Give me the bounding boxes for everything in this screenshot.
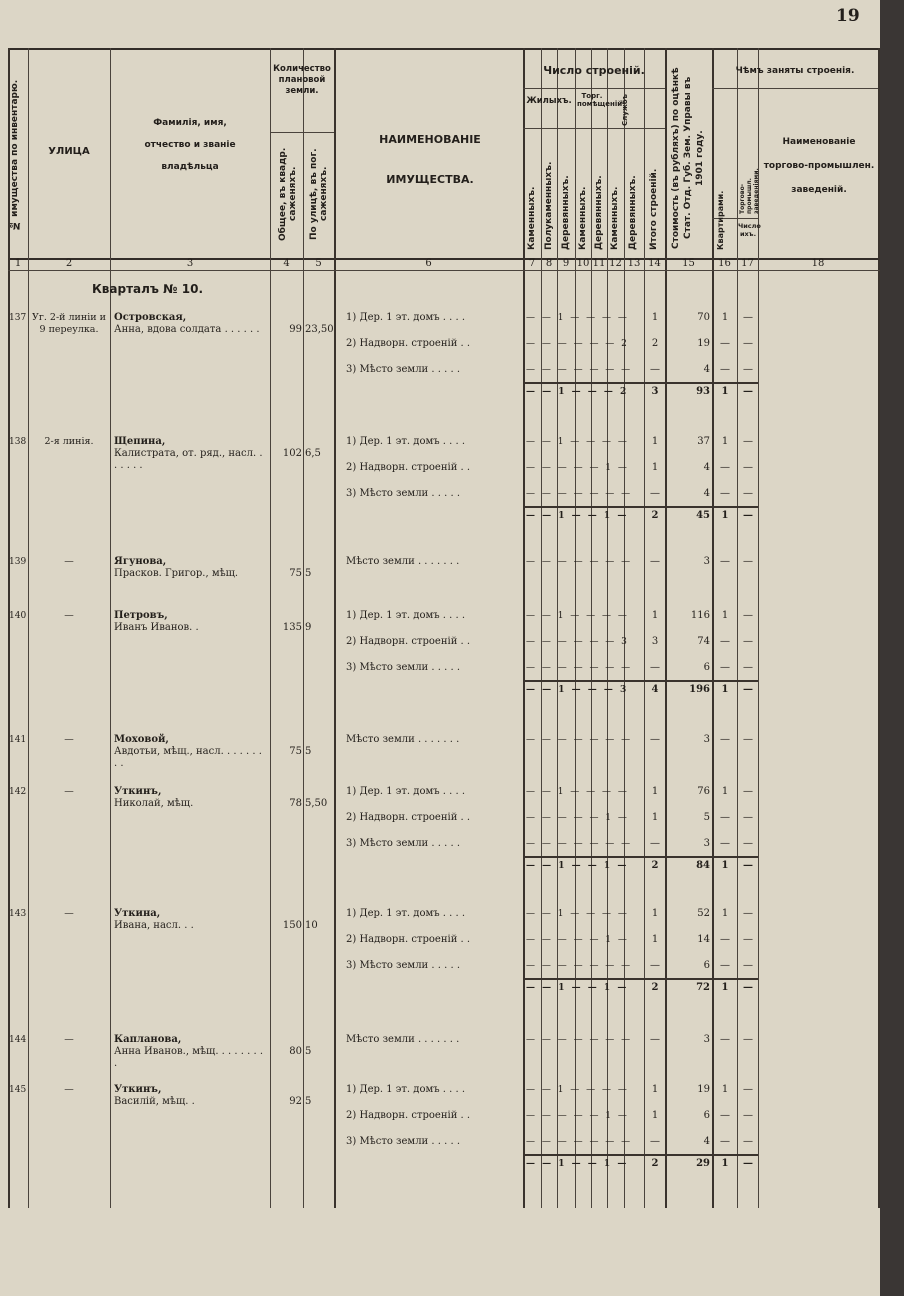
col-number: 14 <box>648 258 661 269</box>
property-value: 116 <box>690 610 710 621</box>
land-area: 102 <box>282 448 302 459</box>
property-item: 3) Мѣсто земли . . . . . <box>346 364 460 375</box>
owner-details: Ивана, насл. . . <box>114 920 194 931</box>
property-item: 2) Надворн. строеній . . <box>346 462 471 473</box>
property-value: 4 <box>703 1136 710 1147</box>
col-number: 12 <box>609 258 622 269</box>
land-area: 75 <box>289 568 302 579</box>
property-item: 1) Дер. 1 эт. домъ . . . . <box>346 1084 466 1095</box>
sum-apartments: 1 <box>721 860 729 871</box>
property-item: 3) Мѣсто земли . . . . . <box>346 662 460 673</box>
apartments-count: — <box>720 1136 730 1147</box>
property-item: 1) Дер. 1 эт. домъ . . . . <box>346 610 466 621</box>
property-value: 4 <box>703 462 710 473</box>
trade-count: — <box>743 908 753 919</box>
building-counts: — — 1 — — — — <box>526 909 629 919</box>
total-buildings: — <box>650 1034 660 1045</box>
building-counts: — — 1 — — — — <box>526 437 629 447</box>
col-number: 3 <box>186 258 194 269</box>
header-trade-name: Наименованіе торгово-промышлен. заведеній. <box>763 137 875 195</box>
header-apartments: Квартирами. <box>716 190 725 250</box>
sum-total-buildings: 2 <box>651 860 659 871</box>
owner-details: Прасков. Григор., мѣщ. <box>114 568 239 579</box>
building-counts: — — — — — — — <box>526 557 633 567</box>
header-value: Стоимость (въ рубляхъ) по оцѣнкѣ Стат. Отд. Губ. Зем. Управы въ 1901 году. <box>671 67 705 249</box>
building-counts: — — — — — — 2 <box>526 339 629 349</box>
property-value: 37 <box>697 436 710 447</box>
sum-total-buildings: 2 <box>651 982 659 993</box>
grid-line <box>270 132 334 133</box>
building-counts: — — 1 — — — — <box>526 787 629 797</box>
sum-line <box>523 506 758 508</box>
building-counts: — — — — — — — <box>526 839 633 849</box>
header-service: Службъ <box>621 94 629 126</box>
grid-line <box>110 48 111 1208</box>
col-number: 8 <box>545 258 553 269</box>
total-buildings: 1 <box>651 1110 659 1121</box>
header-trade: Торг. помѣщеній <box>577 92 623 108</box>
apartments-count: — <box>720 960 730 971</box>
grid-line <box>712 88 878 89</box>
col-number: 11 <box>592 258 606 269</box>
col-number: 17 <box>741 258 754 269</box>
apartments-count: 1 <box>721 610 729 621</box>
sum-apartments: 1 <box>721 510 729 521</box>
sum-apartments: 1 <box>721 386 729 397</box>
grid-line <box>644 48 645 1208</box>
trade-count: — <box>743 786 753 797</box>
trade-count: — <box>743 1110 753 1121</box>
land-area: 150 <box>282 920 302 931</box>
property-item: 1) Дер. 1 эт. домъ . . . . <box>346 436 466 447</box>
building-counts: — — — — — — — <box>526 1137 633 1147</box>
apartments-count: 1 <box>721 312 729 323</box>
inventory-number: 145 <box>9 1085 27 1095</box>
trade-count: — <box>743 462 753 473</box>
owner-surname: Уткинъ, <box>114 1084 162 1095</box>
sum-value: 93 <box>696 386 710 397</box>
inventory-number: 142 <box>9 787 27 797</box>
col-number: 13 <box>627 258 641 269</box>
header-street: УЛИЦА <box>48 146 90 157</box>
inventory-number: 143 <box>9 909 27 919</box>
col-number: 6 <box>425 258 432 269</box>
property-value: 3 <box>703 556 710 567</box>
apartments-count: — <box>720 934 730 945</box>
sum-total-buildings: 2 <box>651 1158 659 1169</box>
grid-line <box>270 48 271 1208</box>
sum-apartments: 1 <box>721 982 729 993</box>
trade-count: — <box>743 436 753 447</box>
land-front: 23,50 <box>305 324 334 335</box>
owner-surname: Ягунова, <box>114 556 167 567</box>
trade-count: — <box>743 338 753 349</box>
sum-line <box>523 382 758 384</box>
grid-line <box>28 48 29 1208</box>
col-number: 7 <box>528 258 536 269</box>
inventory-number: 137 <box>9 313 27 323</box>
property-value: 6 <box>703 662 710 673</box>
building-counts: — — — — — — — <box>526 489 633 499</box>
building-counts: — — — — — — — <box>526 365 633 375</box>
property-item: 2) Надворн. строеній . . <box>346 1110 471 1121</box>
land-front: 5,50 <box>305 798 328 809</box>
sum-trade: — <box>743 982 753 993</box>
header-wooden-1: Деревянныхъ. <box>561 175 571 250</box>
col-number: 10 <box>576 258 590 269</box>
inventory-number: 144 <box>9 1035 27 1045</box>
col-number: 5 <box>315 258 322 269</box>
total-buildings: 1 <box>651 1084 659 1095</box>
property-item: Мѣсто земли . . . . . . . <box>346 734 460 745</box>
sum-building-counts: — — 1 — — — 3 <box>526 685 629 695</box>
sum-total-buildings: 2 <box>651 510 659 521</box>
property-item: 1) Дер. 1 эт. домъ . . . . <box>346 908 466 919</box>
trade-count: — <box>743 1136 753 1147</box>
grid-line <box>523 88 665 89</box>
owner-surname: Петровъ, <box>114 610 168 621</box>
sum-line <box>523 680 758 682</box>
sum-value: 196 <box>689 684 710 695</box>
inventory-number: 138 <box>9 437 27 447</box>
owner-surname: Уткинъ, <box>114 786 162 797</box>
header-property: НАИМЕНОВАНІЕ ИМУЩЕСТВА. <box>379 133 481 186</box>
trade-count: — <box>743 610 753 621</box>
street-name: Уг. 2-й линіи и 9 переулка. <box>32 312 106 335</box>
header-total-buildings: Итого строеній. <box>649 168 659 250</box>
building-counts: — — — — — 1 — <box>526 935 629 945</box>
property-value: 3 <box>703 734 710 745</box>
land-front: 10 <box>305 920 318 931</box>
header-land-total: Общее, въ квадр. саженяхъ. <box>278 147 298 241</box>
owner-details: Василій, мѣщ. . <box>114 1096 195 1107</box>
header-usage: Чѣмъ заняты строенія. <box>735 66 855 76</box>
col-number: 16 <box>718 258 731 269</box>
header-wooden-3: Деревянныхъ. <box>628 175 638 250</box>
sum-line <box>523 978 758 980</box>
total-buildings: 3 <box>651 636 659 647</box>
header-halfstone: Полукаменныхъ. <box>544 161 554 250</box>
property-value: 19 <box>697 1084 710 1095</box>
header-living: Жилыхъ. <box>526 96 572 106</box>
owner-details: Анна Иванов., мѣщ. . . . . . . . . <box>114 1046 263 1069</box>
owner-details: Калистрата, от. ряд., насл. . . . . . . <box>114 448 263 471</box>
trade-count: — <box>743 488 753 499</box>
building-counts: — — — — — — — <box>526 1035 633 1045</box>
owner-surname: Капланова, <box>114 1034 182 1045</box>
total-buildings: — <box>650 556 660 567</box>
total-buildings: 1 <box>651 908 659 919</box>
trade-count: — <box>743 734 753 745</box>
trade-count: — <box>743 636 753 647</box>
inventory-number: 141 <box>9 735 27 745</box>
quarter-title: Кварталъ № 10. <box>92 282 203 296</box>
property-value: 76 <box>697 786 710 797</box>
total-buildings: — <box>650 734 660 745</box>
total-buildings: 1 <box>651 462 659 473</box>
sum-value: 84 <box>696 860 710 871</box>
trade-count: — <box>743 960 753 971</box>
trade-count: — <box>743 662 753 673</box>
property-value: 74 <box>697 636 710 647</box>
owner-surname: Щепина, <box>114 436 166 447</box>
apartments-count: — <box>720 1034 730 1045</box>
total-buildings: 1 <box>651 610 659 621</box>
land-area: 135 <box>282 622 302 633</box>
property-value: 52 <box>697 908 710 919</box>
total-buildings: — <box>650 960 660 971</box>
inventory-number: 139 <box>9 557 27 567</box>
total-buildings: — <box>650 838 660 849</box>
apartments-count: — <box>720 838 730 849</box>
building-counts: — — — — — — — <box>526 735 633 745</box>
sum-value: 45 <box>696 510 710 521</box>
building-counts: — — — — — 1 — <box>526 813 629 823</box>
property-value: 19 <box>697 338 710 349</box>
header-stone-3: Каменныхъ. <box>610 186 620 250</box>
building-counts: — — — — — — 3 <box>526 637 629 647</box>
land-area: 80 <box>289 1046 302 1057</box>
grid-line <box>303 48 304 1208</box>
property-item: Мѣсто земли . . . . . . . <box>346 1034 460 1045</box>
header-wooden-2: Деревянныхъ. <box>594 175 604 250</box>
apartments-count: 1 <box>721 1084 729 1095</box>
land-area: 92 <box>289 1096 302 1107</box>
owner-surname: Моховой, <box>114 734 169 745</box>
grid-line <box>334 48 336 1208</box>
owner-details: Иванъ Иванов. . <box>114 622 199 633</box>
land-area: 78 <box>289 798 302 809</box>
total-buildings: 1 <box>651 934 659 945</box>
property-value: 3 <box>703 1034 710 1045</box>
total-buildings: — <box>650 488 660 499</box>
property-value: 70 <box>697 312 710 323</box>
sum-line <box>523 1154 758 1156</box>
col-number: 1 <box>14 258 22 269</box>
street-name: — <box>64 610 74 621</box>
property-item: 3) Мѣсто земли . . . . . <box>346 1136 460 1147</box>
trade-count: — <box>743 312 753 323</box>
land-front: 5 <box>305 1096 312 1107</box>
owner-surname: Островская, <box>114 312 187 323</box>
sum-building-counts: — — 1 — — 1 — <box>526 861 629 871</box>
sum-total-buildings: 3 <box>651 386 659 397</box>
sum-value: 72 <box>696 982 710 993</box>
apartments-count: — <box>720 662 730 673</box>
apartments-count: — <box>720 556 730 567</box>
building-counts: — — 1 — — — — <box>526 611 629 621</box>
building-counts: — — 1 — — — — <box>526 1085 629 1095</box>
header-stone-1: Каменныхъ. <box>527 186 537 250</box>
sum-trade: — <box>743 510 753 521</box>
property-value: 4 <box>703 364 710 375</box>
apartments-count: 1 <box>721 786 729 797</box>
inventory-number: 140 <box>9 611 27 621</box>
col-number: 4 <box>283 258 290 269</box>
owner-details: Николай, мѣщ. <box>114 798 194 809</box>
header-stone-2: Каменныхъ. <box>578 186 588 250</box>
owner-details: Анна, вдова солдата . . . . . . <box>114 324 260 335</box>
property-value: 14 <box>697 934 710 945</box>
building-counts: — — — — — — — <box>526 663 633 673</box>
street-name: — <box>64 556 74 567</box>
sum-building-counts: — — 1 — — 1 — <box>526 511 629 521</box>
property-item: 3) Мѣсто земли . . . . . <box>346 838 460 849</box>
trade-count: — <box>743 812 753 823</box>
header-inventory-number: № имущества по инвентарю. <box>10 79 20 231</box>
apartments-count: 1 <box>721 436 729 447</box>
apartments-count: — <box>720 462 730 473</box>
header-count: Число ихъ. <box>738 222 761 238</box>
trade-count: — <box>743 556 753 567</box>
street-name: — <box>64 786 74 797</box>
land-front: 9 <box>305 622 312 633</box>
property-value: 3 <box>703 838 710 849</box>
street-name: — <box>64 1084 74 1095</box>
property-value: 4 <box>703 488 710 499</box>
property-item: 3) Мѣсто земли . . . . . <box>346 960 460 971</box>
sum-value: 29 <box>696 1158 710 1169</box>
col-number: 18 <box>811 258 825 269</box>
land-area: 75 <box>289 746 302 757</box>
trade-count: — <box>743 838 753 849</box>
owner-details: Авдотьи, мѣщ., насл. . . . . . . . . <box>114 746 262 769</box>
col-number: 9 <box>562 258 570 269</box>
sum-apartments: 1 <box>721 1158 729 1169</box>
total-buildings: 1 <box>651 436 659 447</box>
total-buildings: 2 <box>651 338 659 349</box>
land-area: 99 <box>289 324 302 335</box>
total-buildings: — <box>650 364 660 375</box>
apartments-count: — <box>720 488 730 499</box>
header-trade-est: Торгово-промышл. заведеніями. <box>739 168 760 214</box>
apartments-count: — <box>720 338 730 349</box>
apartments-count: — <box>720 364 730 375</box>
land-front: 5 <box>305 746 312 757</box>
header-land: Количество плановой земли. <box>273 64 331 96</box>
building-counts: — — — — — 1 — <box>526 1111 629 1121</box>
property-value: 5 <box>703 812 710 823</box>
apartments-count: 1 <box>721 908 729 919</box>
grid-line <box>523 128 665 129</box>
header-land-street: По улицѣ, въ пог. саженяхъ. <box>309 148 329 240</box>
property-item: Мѣсто земли . . . . . . . <box>346 556 460 567</box>
street-name: — <box>64 908 74 919</box>
sum-building-counts: — — 1 — — 1 — <box>526 983 629 993</box>
sum-trade: — <box>743 860 753 871</box>
trade-count: — <box>743 1034 753 1045</box>
grid-line <box>878 48 880 1208</box>
property-value: 6 <box>703 1110 710 1121</box>
sum-trade: — <box>743 684 753 695</box>
page-number: 19 <box>836 6 860 26</box>
street-name: 2-я линія. <box>44 436 94 447</box>
land-front: 5 <box>305 1046 312 1057</box>
sum-trade: — <box>743 386 753 397</box>
street-name: — <box>64 1034 74 1045</box>
trade-count: — <box>743 934 753 945</box>
building-counts: — — — — — 1 — <box>526 463 629 473</box>
header-buildings: Число строеній. <box>543 64 645 77</box>
total-buildings: 1 <box>651 812 659 823</box>
property-item: 2) Надворн. строеній . . <box>346 636 471 647</box>
col-number: 15 <box>682 258 695 269</box>
sum-apartments: 1 <box>721 684 729 695</box>
apartments-count: — <box>720 636 730 647</box>
header-owner: Фамилія, имя, отчество и званіе владѣльца <box>144 118 236 172</box>
total-buildings: 1 <box>651 786 659 797</box>
trade-count: — <box>743 364 753 375</box>
apartments-count: — <box>720 734 730 745</box>
property-value: 6 <box>703 960 710 971</box>
property-item: 1) Дер. 1 эт. домъ . . . . <box>346 312 466 323</box>
apartments-count: — <box>720 812 730 823</box>
grid-line <box>8 270 880 271</box>
sum-total-buildings: 4 <box>651 684 659 695</box>
owner-surname: Уткина, <box>114 908 161 919</box>
street-name: — <box>64 734 74 745</box>
property-item: 2) Надворн. строеній . . <box>346 812 471 823</box>
grid-line <box>523 48 525 1208</box>
building-counts: — — 1 — — — — <box>526 313 629 323</box>
property-item: 2) Надворн. строеній . . <box>346 934 471 945</box>
apartments-count: — <box>720 1110 730 1121</box>
sum-line <box>523 856 758 858</box>
total-buildings: — <box>650 662 660 673</box>
property-item: 1) Дер. 1 эт. домъ . . . . <box>346 786 466 797</box>
sum-building-counts: — — 1 — — 1 — <box>526 1159 629 1169</box>
land-front: 5 <box>305 568 312 579</box>
property-item: 3) Мѣсто земли . . . . . <box>346 488 460 499</box>
col-number: 2 <box>65 258 73 269</box>
total-buildings: 1 <box>651 312 659 323</box>
building-counts: — — — — — — — <box>526 961 633 971</box>
property-item: 2) Надворн. строеній . . <box>346 338 471 349</box>
trade-count: — <box>743 1084 753 1095</box>
sum-building-counts: — — 1 — — — 2 <box>526 387 629 397</box>
sum-trade: — <box>743 1158 753 1169</box>
total-buildings: — <box>650 1136 660 1147</box>
land-front: 6,5 <box>305 448 321 459</box>
